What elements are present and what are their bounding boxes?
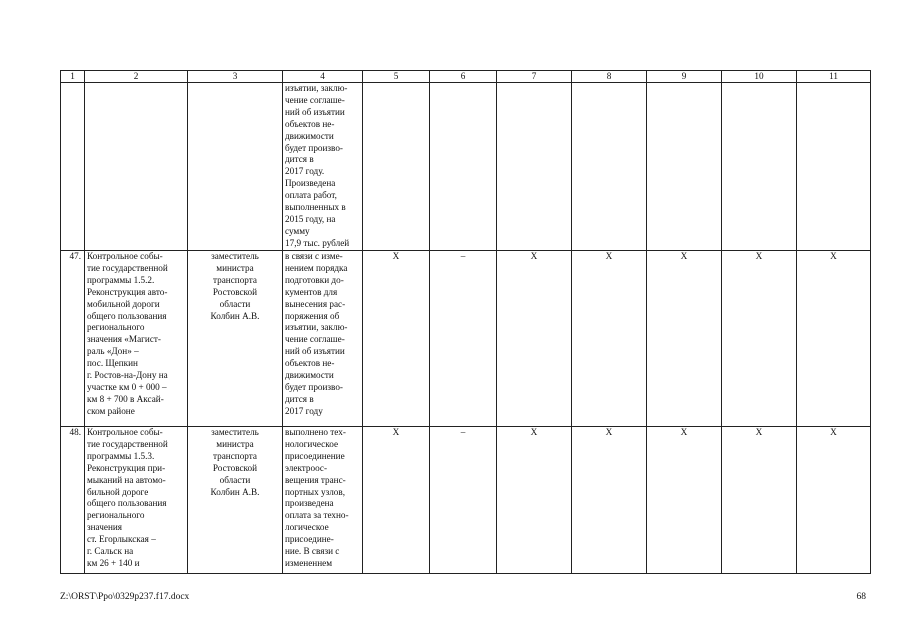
table-cell: Контрольное собы- тие государственной программы 1.5.3. Реконструкция при- мыканий на автомо- бильной дороге общего пользования регионального значения ст. Егорлыкская – г. Сальск на км 26 + 140 и — [87, 427, 168, 568]
table-body — [61, 83, 871, 574]
table-cell: Х — [830, 427, 837, 437]
table-cell-col-2 — [85, 83, 188, 251]
column-header-7: 7 — [497, 71, 572, 83]
table-cell: Х — [680, 251, 688, 261]
table-cell-col-4 — [283, 83, 363, 251]
table-cell-col-1 — [61, 251, 85, 427]
table-cell-col-11 — [797, 427, 871, 574]
table-cell: Х — [755, 251, 763, 261]
table-cell: Х — [605, 427, 613, 437]
table-cell: в связи с изме- нением порядка подготовки до- кументов для вынесения рас- поряжения об изъятии, заклю- чение соглаше- ний об изъятии объектов не- движимости будет произво- дится в 2017 году — [285, 251, 348, 416]
table-cell-col-9 — [647, 251, 722, 427]
table-cell-col-3 — [188, 83, 283, 251]
column-header-9: 9 — [647, 71, 722, 83]
table-cell-col-5 — [363, 427, 430, 574]
footer-page-number: 68 — [856, 592, 866, 602]
table-cell-col-8 — [572, 83, 647, 251]
table-cell-col-9 — [647, 83, 722, 251]
table-cell-col-2 — [85, 251, 188, 427]
table-cell-col-11 — [797, 83, 871, 251]
data-table — [60, 70, 871, 574]
column-header-11: 11 — [797, 71, 871, 83]
table-cell-col-9 — [647, 427, 722, 574]
table-cell: выполнено тех- нологическое присоединение электроос- вещения транс- портных узлов, произведена оплата за техно- логическое присоедине- ние. В связи с измененнем — [285, 427, 349, 568]
table-row — [61, 427, 871, 574]
table-cell-col-10 — [722, 427, 797, 574]
table-cell-col-4 — [283, 251, 363, 427]
column-header-2: 2 — [85, 71, 188, 83]
table-cell: заместитель министра транспорта Ростовской области Колбин А.В. — [210, 427, 260, 497]
table-cell: заместитель министра транспорта Ростовской области Колбин А.В. — [210, 251, 260, 321]
table-cell-col-7 — [497, 83, 572, 251]
table-cell-col-10 — [722, 83, 797, 251]
table-cell-col-5 — [363, 83, 430, 251]
table-cell: – — [460, 427, 466, 437]
table-cell: Х — [605, 251, 613, 261]
table-cell: Х — [392, 251, 400, 261]
table-cell: изъятии, заклю- чение соглаше- ний об изъятии объектов не- движимости будет произво- дится в 2017 году. Произведена оплата работ, выполненных в 2015 году, на сумму 17,9 тыс. рублей — [285, 83, 350, 248]
table-cell-col-7 — [497, 427, 572, 574]
table-cell: Контрольное собы- тие государственной программы 1.5.2. Реконструкция авто- мобильной дороги общего пользования регионального значения «Магист- раль «Дон» – пос. Щепкин г. Ростов-на-Дону на участке км 0 + 000 – км 8 + 700 в Аксай- ском районе — [87, 251, 168, 416]
table-cell: Х — [680, 427, 688, 437]
row-number: 47. — [69, 251, 81, 261]
table-cell-col-7 — [497, 251, 572, 427]
table-cell: – — [460, 251, 466, 261]
column-header-3: 3 — [188, 71, 283, 83]
column-header-1: 1 — [61, 71, 85, 83]
column-header-4: 4 — [283, 71, 363, 83]
table-row — [61, 251, 871, 427]
column-header-10: 10 — [722, 71, 797, 83]
table-cell-col-8 — [572, 251, 647, 427]
column-header-8: 8 — [572, 71, 647, 83]
header-row — [61, 71, 871, 83]
row-number: 48. — [69, 427, 81, 437]
table-cell-col-3 — [188, 251, 283, 427]
table-cell-col-6 — [430, 83, 497, 251]
table-row — [61, 83, 871, 251]
table-cell-col-2 — [85, 427, 188, 574]
table-cell: Х — [530, 427, 538, 437]
table-cell-col-6 — [430, 427, 497, 574]
table-cell: Х — [755, 427, 763, 437]
table-cell-col-6 — [430, 251, 497, 427]
footer-file-path: Z:\ORST\Ppo\0329p237.f17.docx — [60, 592, 190, 602]
table-cell: Х — [830, 251, 837, 261]
column-header-6: 6 — [430, 71, 497, 83]
table-cell-col-1 — [61, 427, 85, 574]
column-header-5: 5 — [363, 71, 430, 83]
table-cell-col-8 — [572, 427, 647, 574]
table-cell-col-10 — [722, 251, 797, 427]
table-cell-col-3 — [188, 427, 283, 574]
table-cell-col-1 — [61, 83, 85, 251]
table-cell-col-11 — [797, 251, 871, 427]
table-cell-col-5 — [363, 251, 430, 427]
table-cell-col-4 — [283, 427, 363, 574]
table-cell: Х — [392, 427, 400, 437]
table-cell: Х — [530, 251, 538, 261]
